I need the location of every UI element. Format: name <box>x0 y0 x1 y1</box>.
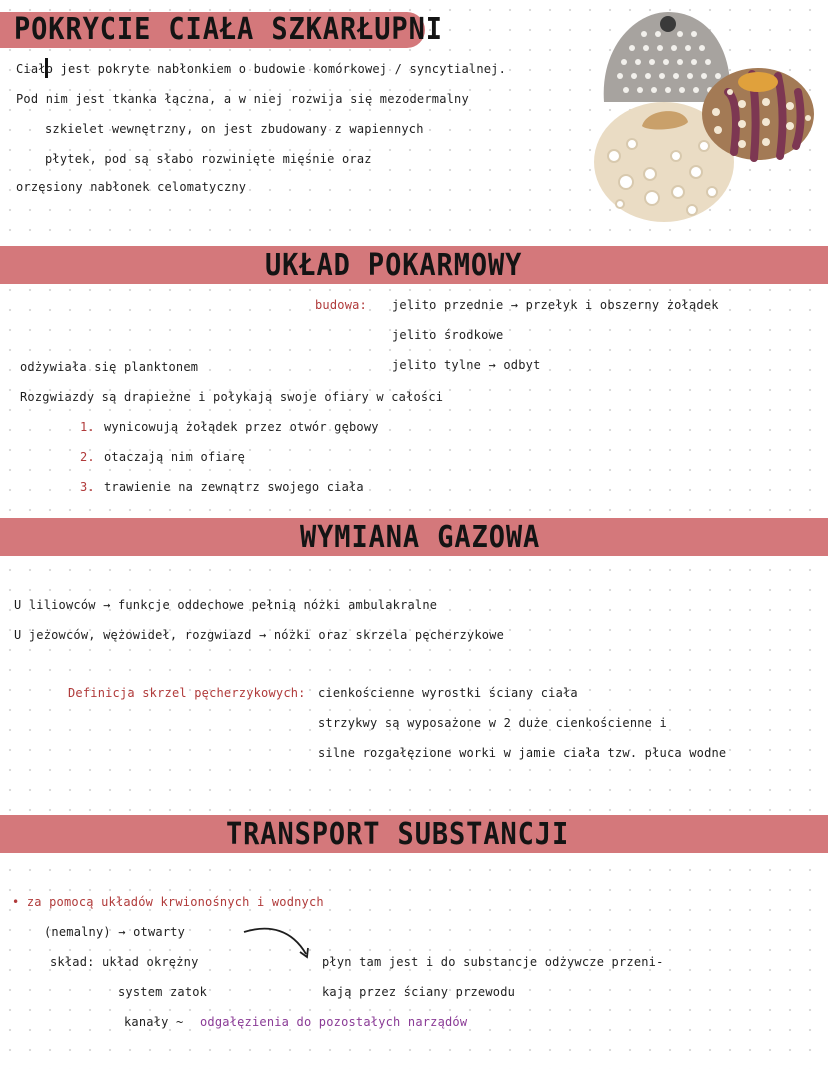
predators-note: Rozgwiazdy są drapieżne i połykają swoje ofiary w całości <box>20 390 444 404</box>
step-number: 2. <box>80 450 95 464</box>
definition-line: silne rozgałęzione worki w jamie ciała tzw. płuca wodne <box>318 746 727 760</box>
step-text: trawienie na zewnątrz swojego ciała <box>104 480 364 494</box>
transport-intro: • za pomocą układów krwionośnych i wodnych <box>12 895 324 909</box>
step-number: 1. <box>80 420 95 434</box>
step-text: wynicowują żołądek przez otwór gębowy <box>104 420 379 434</box>
budowa-line: jelito środkowe <box>392 328 504 342</box>
step-text: otaczają nim ofiarę <box>104 450 246 464</box>
section-title-transport-substancji: TRANSPORT SUBSTANCJI <box>226 817 570 852</box>
body-line: Ciało jest pokryte nabłonkiem o budowie komórkowej / syncytialnej. <box>16 62 507 76</box>
sea-urchin-brown-icon <box>700 62 820 162</box>
gas-exchange-line: U jeżowców, wężowideł, rozgwiazd → nóżki oraz skrzela pęcherzykowe <box>14 628 505 642</box>
body-line: płytek, pod są słabo rozwinięte mięśnie oraz <box>45 152 372 166</box>
system-note: system zatok <box>118 985 208 999</box>
kanaly-label: kanały ~ <box>124 1015 184 1029</box>
budowa-label: budowa: <box>315 298 367 312</box>
section-title-uklad-pokarmowy: UKŁAD POKARMOWY <box>265 248 523 283</box>
section-title-pokrycie: POKRYCIE CIAŁA SZKARŁUPNI <box>14 12 443 47</box>
gas-exchange-line: U liliowców → funkcje oddechowe pełnią nóżki ambulakralne <box>14 598 438 612</box>
definition-line: strzykwy są wyposażone w 2 duże cienkościenne i <box>318 716 667 730</box>
arrow-text: płyn tam jest i do substancje odżywcze przeni- <box>322 955 664 969</box>
step-number: 3. <box>80 480 95 494</box>
definition-label: Definicja skrzel pęcherzykowych: <box>68 686 306 700</box>
curved-arrow-icon <box>240 924 320 964</box>
body-line: Pod nim jest tkanka łączna, a w niej rozwija się mezodermalny <box>16 92 469 106</box>
arrow-text: kają przez ściany przewodu <box>322 985 516 999</box>
body-line: szkielet wewnętrzny, on jest zbudowany z wapiennych <box>45 122 424 136</box>
nemalny-note: (nemalny) → otwarty <box>44 925 186 939</box>
kanaly-text: odgałęzienia do pozostałych narządów <box>200 1015 468 1029</box>
sklad-note: skład: układ okrężny <box>50 955 199 969</box>
definition-line: cienkościenne wyrostki ściany ciała <box>318 686 578 700</box>
section-title-wymiana-gazowa: WYMIANA GAZOWA <box>300 520 541 555</box>
budowa-line: jelito przednie → przełyk i obszerny żołądek <box>392 298 719 312</box>
plankton-note: odżywiała się planktonem <box>20 360 199 374</box>
body-line: orzęsiony nabłonek celomatyczny <box>16 180 247 194</box>
budowa-line: jelito tylne → odbyt <box>392 358 541 372</box>
